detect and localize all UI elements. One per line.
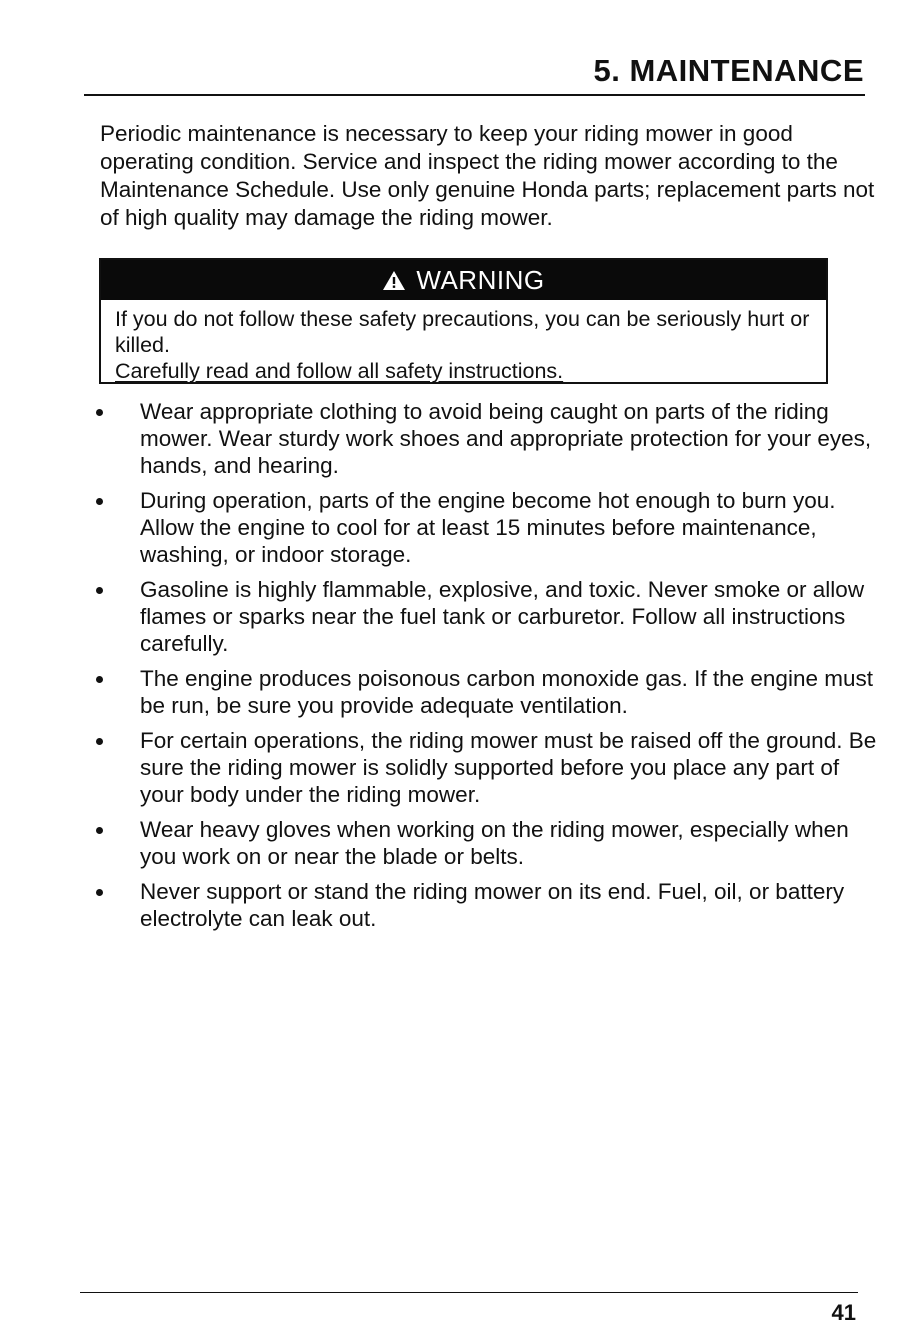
page-number: 41	[831, 1300, 856, 1325]
safety-item-text: For certain operations, the riding mower must be raised off the ground. Be sure the riding mower is solidly supported before you place any part of your body under the riding mower.	[140, 728, 877, 807]
warning-title: WARNING	[416, 264, 545, 295]
bullet-icon	[96, 738, 103, 745]
safety-item	[92, 576, 882, 657]
safety-item	[92, 816, 882, 870]
bullet-icon	[96, 889, 103, 896]
header-rule	[84, 94, 865, 96]
warning-header	[101, 260, 826, 300]
safety-item	[92, 665, 882, 719]
bullet-icon	[96, 827, 103, 834]
safety-item-text: Wear appropriate clothing to avoid being caught on parts of the riding mower. Wear sturdy work shoes and appropriate protection for your eyes, hands, and hearing.	[140, 399, 872, 478]
intro-paragraph: Periodic maintenance is necessary to keep your riding mower in good operating condition. Service and inspect the riding mower according to the Maintenance Schedule. Use only genuine Honda parts; replacement parts not of high quality may damage the riding mower.	[100, 121, 875, 230]
section-title: 5. MAINTENANCE	[593, 53, 864, 88]
safety-item-text: Wear heavy gloves when working on the riding mower, especially when you work on or near the blade or belts.	[140, 817, 849, 869]
footer-rule	[80, 1292, 858, 1293]
warning-box	[99, 258, 828, 384]
bullet-icon	[96, 498, 103, 505]
bullet-icon	[96, 587, 103, 594]
safety-item	[92, 727, 882, 808]
safety-item-text: Never support or stand the riding mower on its end. Fuel, oil, or battery electrolyte can leak out.	[140, 879, 845, 931]
bullet-icon	[96, 409, 103, 416]
safety-item	[92, 487, 882, 568]
warning-text	[101, 300, 826, 384]
bullet-icon	[96, 676, 103, 683]
safety-item	[92, 398, 882, 479]
safety-item-text: Gasoline is highly flammable, explosive, and toxic. Never smoke or allow flames or sparks near the fuel tank or carburetor. Follow all instructions carefully.	[140, 577, 865, 656]
safety-item-text: During operation, parts of the engine become hot enough to burn you. Allow the engine to cool for at least 15 minutes before maintenance, washing, or indoor storage.	[140, 488, 836, 567]
warning-instruction: Carefully read and follow all safety instructions.	[115, 359, 564, 383]
warning-body: If you do not follow these safety precautions, you can be seriously hurt or killed.	[115, 307, 810, 357]
safety-item	[92, 878, 882, 932]
safety-item-text: The engine produces poisonous carbon monoxide gas. If the engine must be run, be sure you provide adequate ventilation.	[140, 666, 873, 718]
warning-triangle-icon	[382, 270, 406, 291]
safety-list	[92, 398, 882, 940]
